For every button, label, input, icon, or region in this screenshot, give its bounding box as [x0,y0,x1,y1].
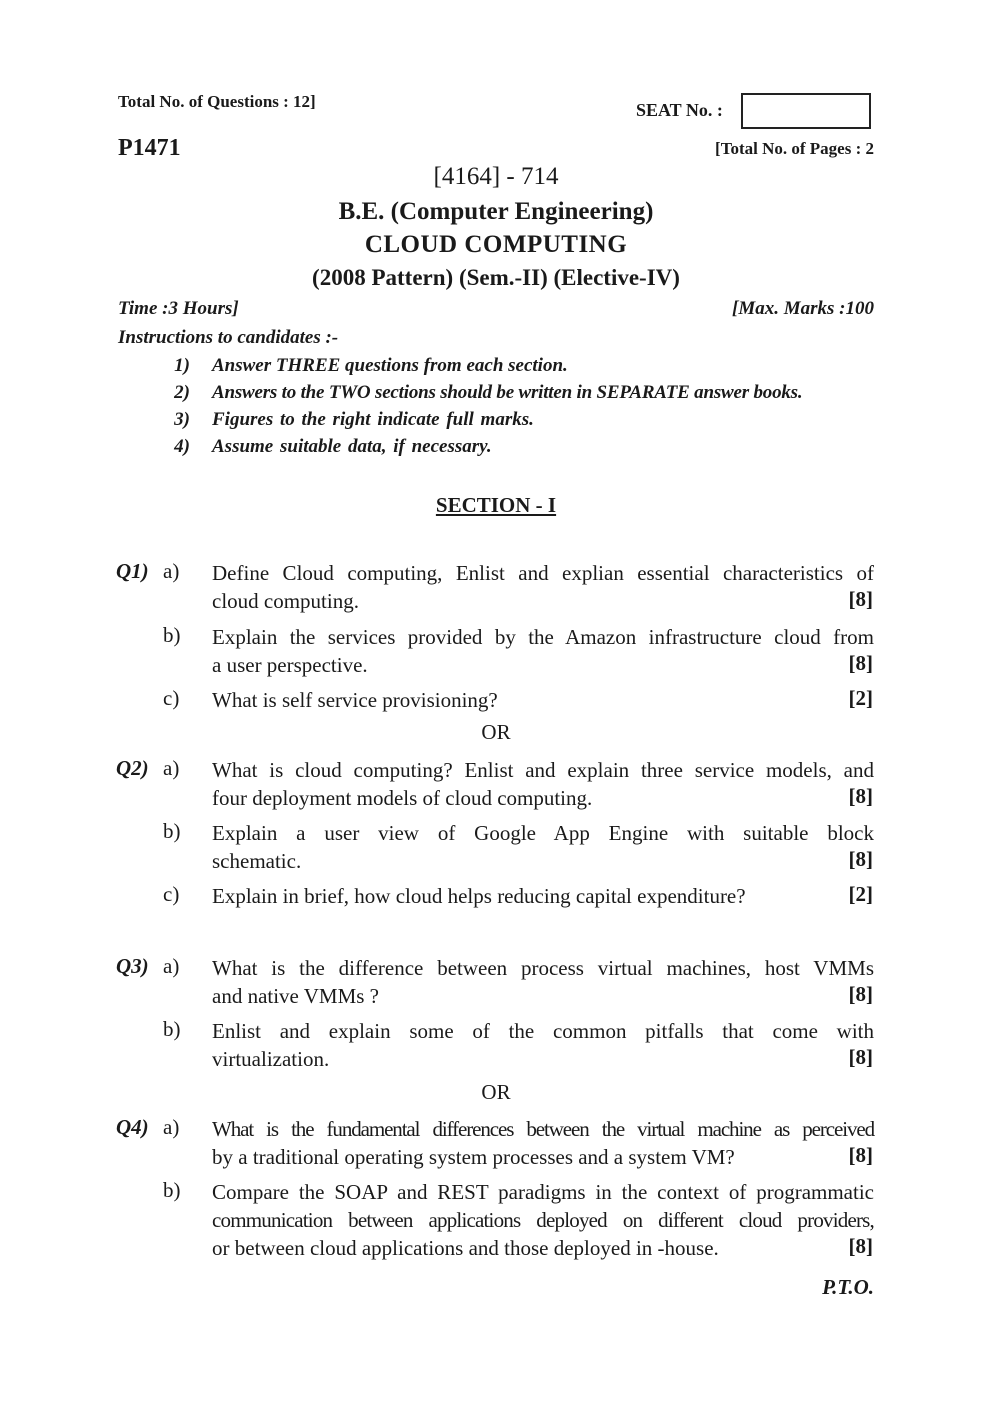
question-text: Define Cloud computing, Enlist and explian essential characteristics of cloud computing. [212,561,874,613]
question-part: b) [163,819,181,843]
marks-label: [8] [848,1045,873,1069]
question-number: Q4) [116,1115,149,1139]
question-part: c) [163,882,180,906]
section-title: SECTION - I [435,493,557,517]
or-separator: OR [481,1080,511,1104]
total-questions: Total No. of Questions : 12] [118,92,316,111]
exam-time: Time :3 Hours] [118,298,239,319]
marks-label: [8] [848,1234,873,1258]
total-pages: [Total No. of Pages : 2 [715,139,874,158]
marks-label: [8] [848,1143,873,1167]
marks-label: [2] [848,882,873,906]
instruction-number: 3) [174,409,190,430]
exam-code: [4164] - 714 [433,163,559,190]
seat-no-box[interactable] [741,93,871,129]
question-part: b) [163,1017,181,1041]
question-text: What is the difference between process virtual machines, host VMMs and native VMMs ? [212,956,874,1008]
marks-label: [8] [848,651,873,675]
question-part: b) [163,1178,181,1202]
marks-label: [8] [848,982,873,1006]
question-number: Q3) [116,954,149,978]
pto-label: P.T.O. [822,1275,874,1299]
question-part: a) [163,954,180,978]
instruction-text: Answer THREE questions from each section. [212,355,568,376]
question-text: Explain a user view of Google App Engine with suitable block schematic. [212,821,874,873]
instruction-number: 2) [174,382,190,403]
question-part: b) [163,623,181,647]
question-part: a) [163,1115,180,1139]
marks-label: [8] [848,784,873,808]
question-text: Explain the services provided by the Amazon infrastructure cloud from a user perspective. [212,625,874,677]
max-marks: [Max. Marks :100 [732,298,874,319]
instruction-text: Assume suitable data, if necessary. [212,436,492,457]
question-part: a) [163,559,180,583]
instruction-number: 4) [174,436,190,457]
instruction-text: Answers to the TWO sections should be written in SEPARATE answer books. [212,382,803,403]
degree-title: B.E. (Computer Engineering) [338,198,654,225]
marks-label: [8] [848,587,873,611]
paper-code: P1471 [118,135,181,161]
question-number: Q1) [116,559,149,583]
instruction-number: 1) [174,355,190,376]
instructions-title: Instructions to candidates :- [118,327,339,348]
question-part: a) [163,756,180,780]
pattern-title: (2008 Pattern) (Sem.-II) (Elective-IV) [312,265,680,290]
question-number: Q2) [116,756,149,780]
question-text: What is the fundamental differences between the virtual machine as perceived by a traditional operating system processes and a system VM? [212,1117,874,1169]
question-text: Enlist and explain some of the common pitfalls that come with virtualization. [212,1019,874,1071]
question-text: Explain in brief, how cloud helps reducing capital expenditure? [212,884,746,908]
question-text: What is cloud computing? Enlist and explain three service models, and four deployment models of cloud computing. [212,758,874,810]
instruction-text: Figures to the right indicate full marks. [212,409,534,430]
marks-label: [8] [848,847,873,871]
question-part: c) [163,686,180,710]
or-separator: OR [481,720,511,744]
seat-no-label: SEAT No. : [636,100,723,120]
marks-label: [2] [848,686,873,710]
question-text: Compare the SOAP and REST paradigms in the context of programmatic communication between applications deployed on different cloud providers, or between cloud applications and those deployed in -house. [212,1180,874,1260]
question-text: What is self service provisioning? [212,688,498,712]
subject-title: CLOUD COMPUTING [364,231,628,258]
